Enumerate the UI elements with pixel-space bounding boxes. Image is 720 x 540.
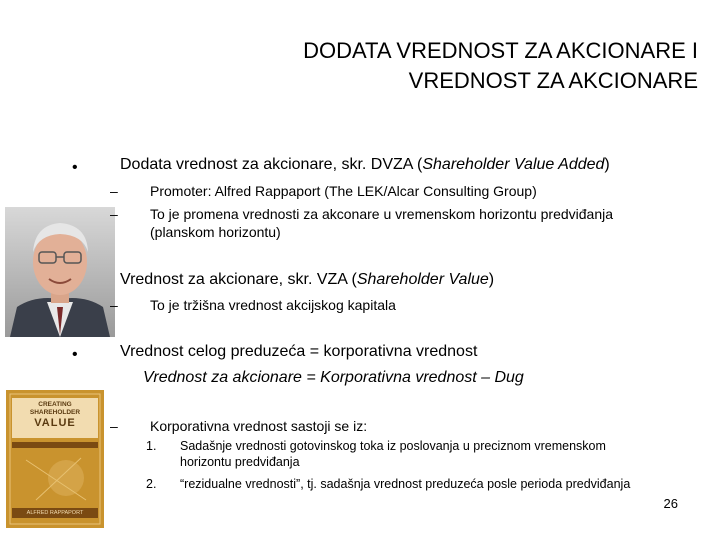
bullet-1 (120, 155, 700, 175)
bullet-2-italic: Shareholder Value (356, 271, 489, 288)
bullet-1-italic: Shareholder Value Added (422, 156, 605, 173)
sub-marker-1b: – (110, 206, 118, 222)
bullet-marker-1: • (72, 159, 78, 176)
title-line-1: DODATA VREDNOST ZA AKCIONARE I (303, 38, 698, 63)
item-1-line-2: horizontu predviđanja (180, 455, 300, 469)
bullet-2-end: ) (488, 271, 495, 288)
sub-2: To je tržišna vrednost akcijskog kapitala (150, 297, 396, 313)
item-2-number: 2. (146, 477, 157, 491)
title-line-2: VREDNOST ZA AKCIONARE (408, 68, 698, 93)
bullet-2-text: Vrednost za akcionare, skr. VZA ( (120, 271, 357, 288)
book-title-line-1: CREATING (38, 401, 72, 408)
page-number: 26 (663, 496, 678, 511)
book-author: ALFRED RAPPAPORT (26, 510, 84, 516)
bullet-2 (120, 270, 700, 290)
sub-1b (150, 205, 710, 241)
slide-title (98, 36, 698, 96)
book-cover (6, 390, 104, 528)
portrait-illustration (5, 207, 115, 337)
bullet-1-end: ) (604, 156, 610, 173)
item-1 (180, 438, 710, 470)
formula: Vrednost za akcionare = Korporativna vrednost – Dug (143, 369, 524, 386)
sub-marker-2: – (110, 297, 118, 313)
sub-1a: Promoter: Alfred Rappaport (The LEK/Alcar Consulting Group) (150, 183, 537, 199)
bullet-marker-3: • (72, 346, 78, 363)
portrait-photo (5, 207, 115, 337)
sub-marker-1a: – (110, 183, 118, 199)
sub-1b-line-2: (planskom horizontu) (150, 224, 281, 240)
sub-marker-3: – (110, 418, 118, 434)
item-2: “rezidualne vrednosti”, tj. sadašnja vrednost preduzeća posle perioda predviđanja (180, 477, 631, 491)
sub-3: Korporativna vrednost sastoji se iz: (150, 418, 368, 434)
sub-1b-line-1: To je promena vrednosti za akconare u vremenskom horizontu predviđanja (150, 206, 614, 222)
bullet-1-text: Dodata vrednost za akcionare, skr. DVZA ( (120, 156, 423, 173)
book-title-line-2: SHAREHOLDER (29, 409, 81, 416)
item-1-number: 1. (146, 439, 157, 453)
item-1-line-1: Sadašnje vrednosti gotovinskog toka iz poslovanja u preciznom vremenskom (180, 439, 606, 453)
book-title-line-3: VALUE (34, 417, 76, 429)
book-title (6, 401, 104, 430)
bullet-3: Vrednost celog preduzeća = korporativna vrednost (120, 343, 478, 360)
